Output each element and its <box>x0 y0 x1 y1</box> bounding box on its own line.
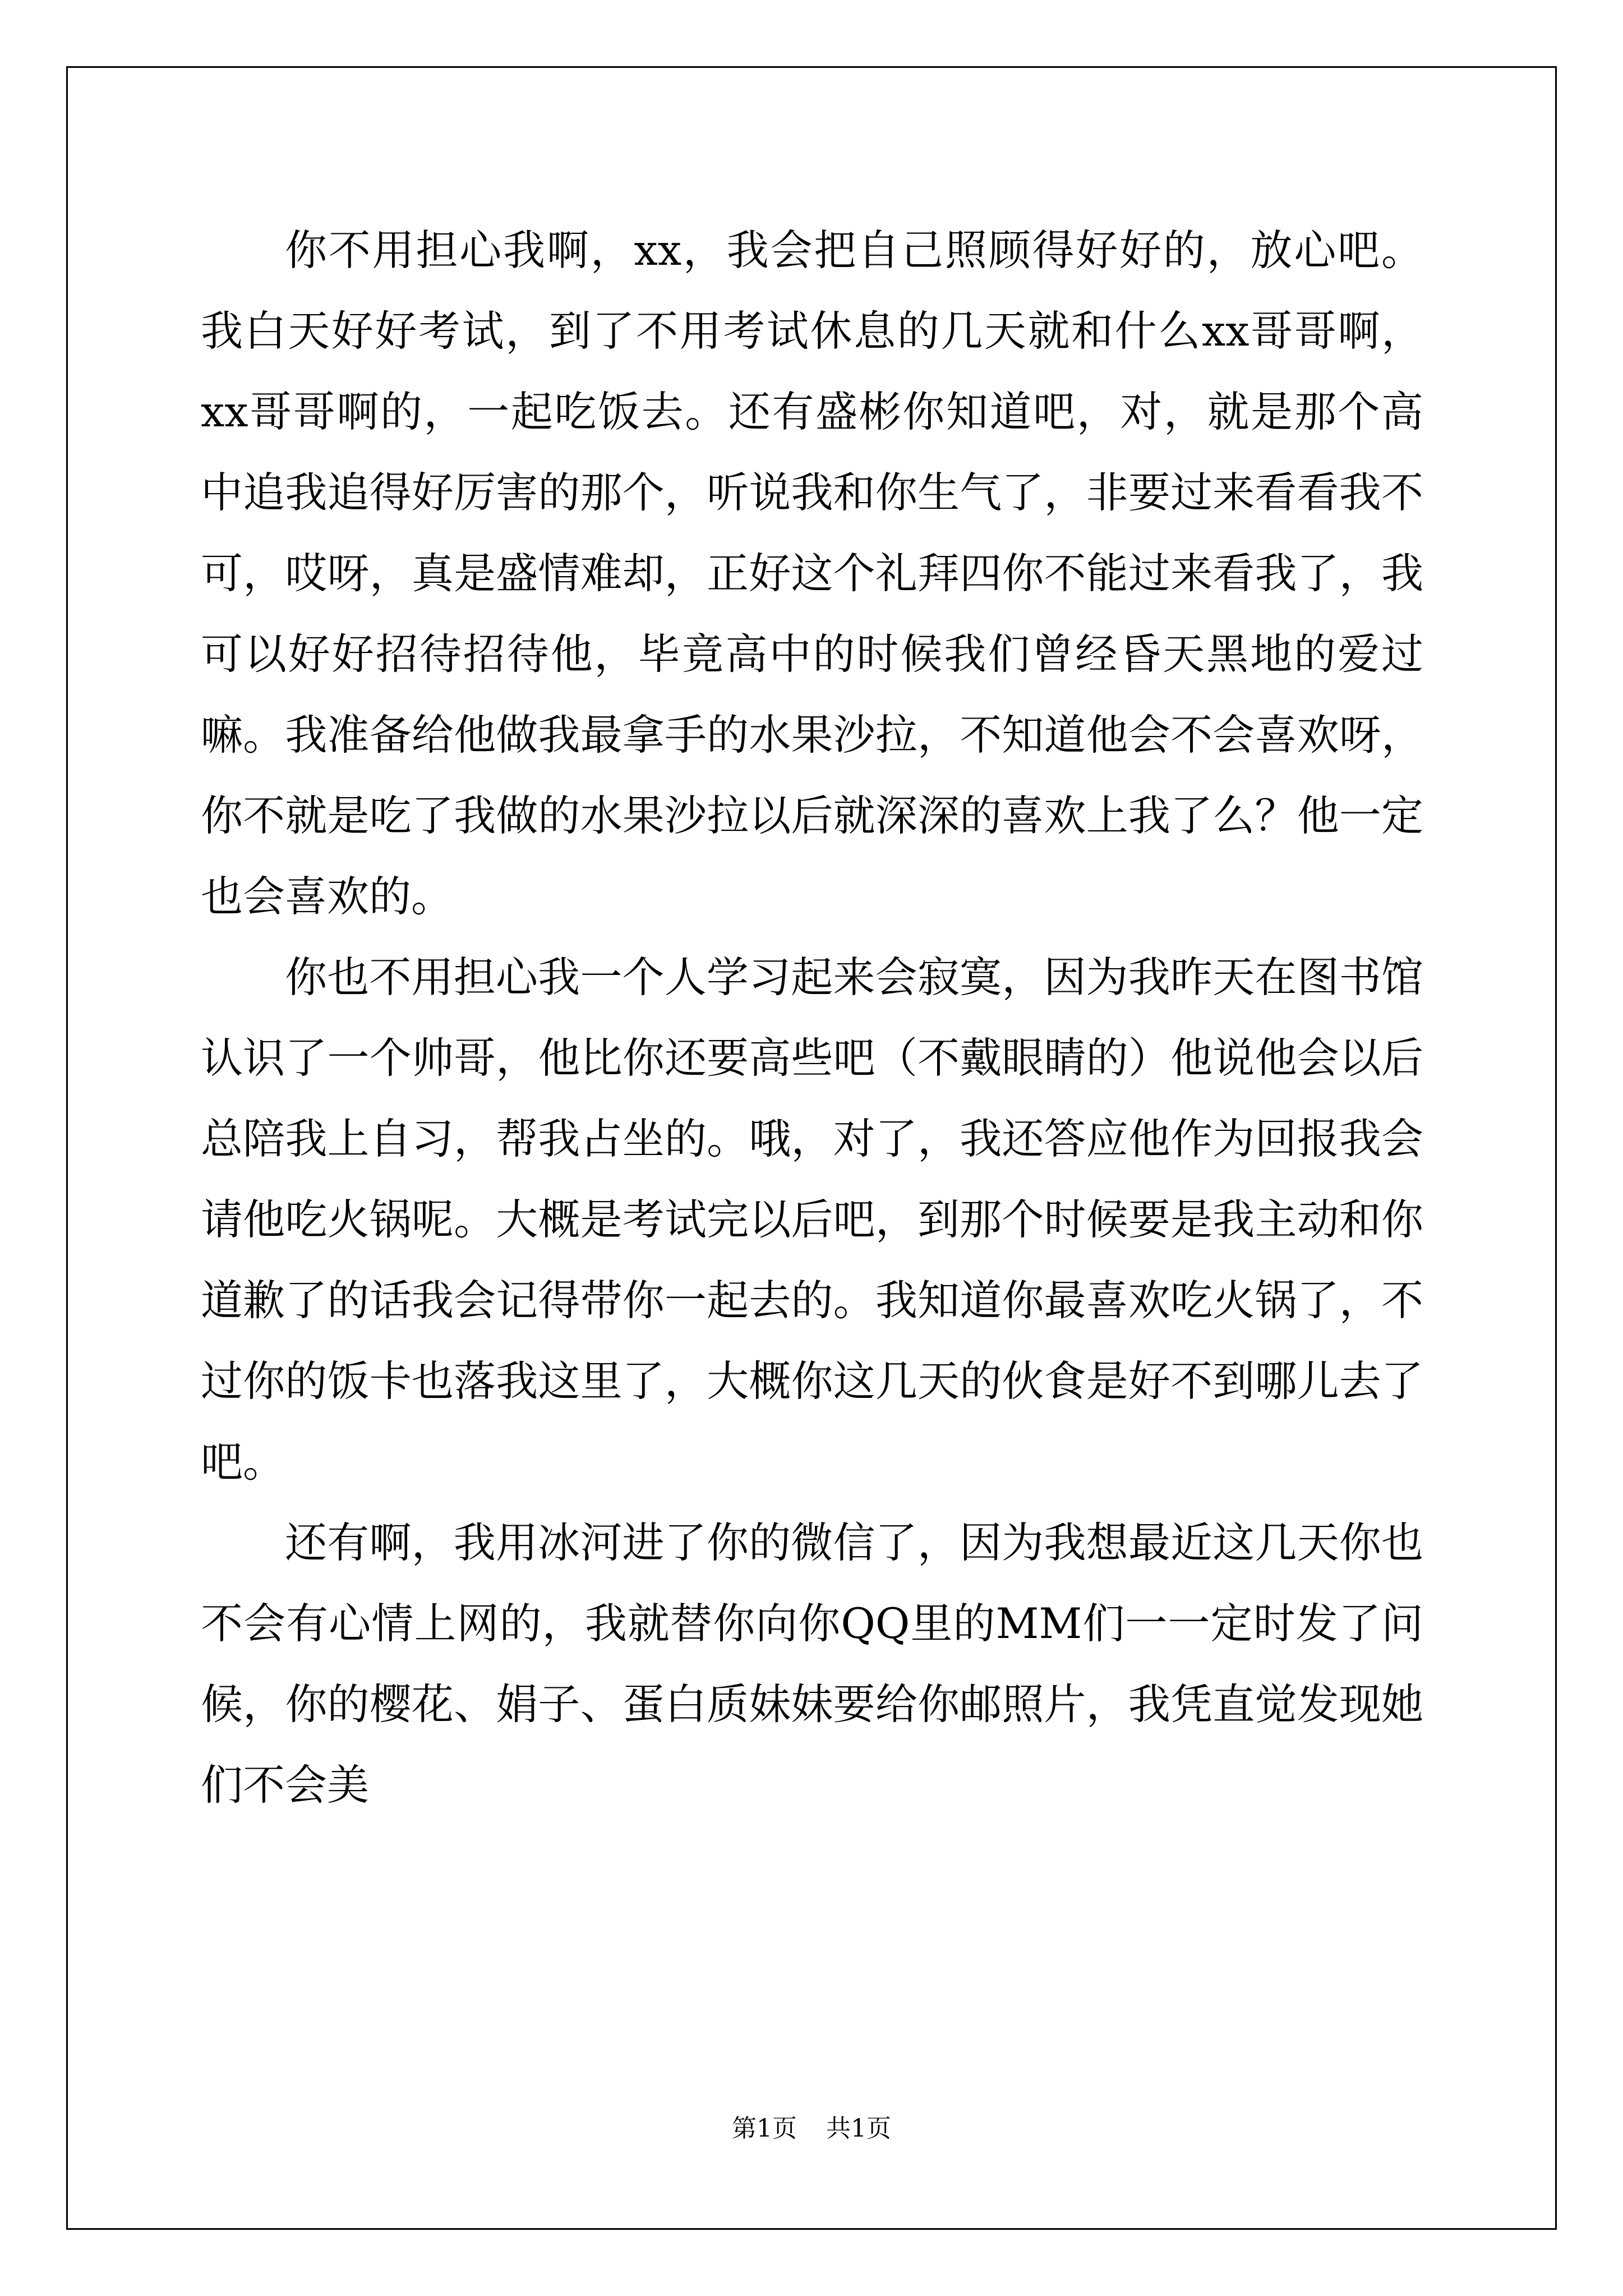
page-number-current: 第1页 <box>732 2114 797 2143</box>
paragraph-1: 你不用担心我啊，xx，我会把自己照顾得好好的，放心吧。我白天好好考试，到了不用考试休息的几天就和什么xx哥哥啊，xx哥哥啊的，一起吃饭去。还有盛彬你知道吧，对，就是那个高中追我追得好厉害的那个，听说我和你生气了，非要过来看看我不可，哎呀，真是盛情难却，正好这个礼拜四你不能过来看我了，我可以好好招待招待他，毕竟高中的时候我们曾经昏天黑地的爱过嘛。我准备给他做我最拿手的水果沙拉，不知道他会不会喜欢呀，你不就是吃了我做的水果沙拉以后就深深的喜欢上我了么？他一定也会喜欢的。 <box>201 226 1423 921</box>
page-footer <box>0 2113 1623 2145</box>
document-body <box>201 210 1423 1825</box>
paragraph-2: 你也不用担心我一个人学习起来会寂寞，因为我昨天在图书馆认识了一个帅哥，他比你还要高些吧（不戴眼睛的）他说他会以后总陪我上自习，帮我占坐的。哦，对了，我还答应他作为回报我会请他吃火锅呢。大概是考试完以后吧，到那个时候要是我主动和你道歉了的话我会记得带你一起去的。我知道你最喜欢吃火锅了，不过你的饭卡也落我这里了，大概你这几天的伙食是好不到哪儿去了吧。 <box>201 953 1423 1487</box>
paragraph-3: 还有啊，我用冰河进了你的微信了，因为我想最近这几天你也不会有心情上网的，我就替你向你QQ里的MM们一一定时发了问候，你的樱花、娟子、蛋白质妹妹要给你邮照片，我凭直觉发现她们不会美 <box>201 1518 1423 1810</box>
page-number-total: 共1页 <box>826 2114 891 2143</box>
